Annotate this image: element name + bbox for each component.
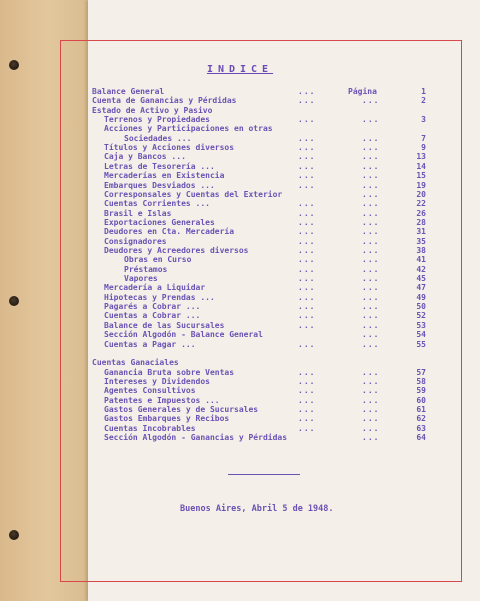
page-number: 20: [416, 189, 426, 199]
entry-label: Consignadores: [104, 236, 167, 246]
leader-dots: ...: [298, 302, 316, 312]
leader-dots: ...: [362, 367, 380, 377]
page-number: 59: [416, 386, 426, 396]
leader-dots: ...: [298, 208, 316, 218]
index-entry: [0, 414, 480, 423]
index-entry: [0, 227, 480, 236]
leader-dots: ...: [298, 423, 316, 433]
leader-dots: ...: [362, 115, 380, 124]
leader-dots: ...: [362, 414, 380, 424]
leader-dots: ...: [298, 133, 316, 143]
leader-dots: ...: [298, 376, 316, 386]
leader-dots: ...: [362, 189, 380, 199]
page-number: 61: [416, 404, 426, 414]
entry-label: Exportaciones Generales: [104, 217, 215, 227]
index-entry: [0, 330, 480, 339]
entry-label: Títulos y Acciones diversos: [104, 143, 235, 153]
entry-label: Hipotecas y Prendas ...: [104, 292, 215, 302]
leader-dots: ...: [298, 311, 316, 321]
leader-dots: ...: [298, 245, 316, 255]
leader-dots: ...: [362, 217, 380, 227]
entry-label: Sección Algodón - Ganancias y Pérdidas: [104, 433, 288, 442]
index-entry: [0, 199, 480, 208]
entry-label: Caja y Bancos ...: [104, 152, 186, 162]
entry-label: Cuentas Incobrables: [104, 423, 196, 433]
entry-label: Balance de las Sucursales: [104, 320, 225, 330]
entry-label: Deudores en Cta. Mercadería: [104, 227, 235, 237]
leader-dots: ...: [362, 404, 380, 414]
entry-label: Intereses y Dividendos: [104, 376, 210, 386]
page-number: 28: [416, 217, 426, 227]
leader-dots: ...: [298, 143, 316, 153]
page-number: 47: [416, 283, 426, 293]
index-entry: [0, 396, 480, 405]
leader-dots: ...: [298, 320, 316, 330]
page-number: 63: [416, 423, 426, 433]
entry-label: Gastos Embarques y Recibos: [104, 414, 230, 424]
leader-dots: ...: [298, 115, 316, 124]
leader-dots: ...: [362, 96, 380, 106]
entry-label: Acciones y Participaciones en otras: [104, 124, 273, 134]
page-number: 14: [416, 161, 426, 171]
page-number: 57: [416, 367, 426, 377]
leader-dots: ...: [298, 339, 316, 349]
entry-label: Ganancia Bruta sobre Ventas: [104, 367, 235, 377]
leader-dots: ...: [362, 143, 380, 153]
page-number: 31: [416, 227, 426, 237]
page-number: 26: [416, 208, 426, 218]
page-number: 22: [416, 199, 426, 209]
index-entry: [0, 124, 480, 133]
leader-dots: ...: [362, 133, 380, 143]
entry-label: Gastos Generales y de Sucursales: [104, 404, 259, 414]
leader-dots: ...: [362, 339, 380, 349]
entry-label: Estado de Activo y Pasivo: [92, 105, 213, 115]
entry-label: Préstamos: [124, 264, 168, 274]
index-entry: [0, 424, 480, 433]
index-entry: [0, 274, 480, 283]
index-entry: [0, 246, 480, 255]
leader-dots: ...: [298, 96, 316, 106]
index-entry: [0, 115, 480, 124]
index-entry: [0, 433, 480, 442]
entry-label: Balance General: [92, 87, 165, 96]
leader-dots: ...: [362, 320, 380, 330]
leader-dots: ...: [298, 367, 316, 377]
index-entry: [0, 368, 480, 377]
leader-dots: ...: [362, 292, 380, 302]
leader-dots: ...: [362, 180, 380, 190]
index-entry: [0, 265, 480, 274]
page-number: 53: [416, 320, 426, 330]
index-entry: [0, 311, 480, 320]
index-entry: [0, 293, 480, 302]
index-entry: [0, 377, 480, 386]
entry-label: Cuentas a Cobrar ...: [104, 311, 201, 321]
leader-dots: ...: [362, 236, 380, 246]
entry-label: Obras en Curso: [124, 255, 192, 265]
entry-label: Patentes e Impuestos ...: [104, 395, 220, 405]
leader-dots: ...: [298, 87, 316, 96]
leader-dots: ...: [362, 423, 380, 433]
leader-dots: ...: [362, 199, 380, 209]
leader-dots: ...: [298, 227, 316, 237]
leader-dots: ...: [362, 395, 380, 405]
page-number: 7: [421, 133, 426, 143]
leader-dots: ...: [362, 152, 380, 162]
date-line: Buenos Aires, Abril 5 de 1948.: [180, 504, 334, 514]
leader-dots: ...: [298, 395, 316, 405]
page-number: 19: [416, 180, 426, 190]
leader-dots: ...: [298, 255, 316, 265]
index-entry: [0, 283, 480, 292]
index-title: INDICE: [206, 64, 274, 75]
index-entry: [0, 321, 480, 330]
entry-label: Agentes Consultivos: [104, 386, 196, 396]
index-entry: [0, 209, 480, 218]
leader-dots: ...: [362, 245, 380, 255]
leader-dots: ...: [298, 414, 316, 424]
entry-label: Sección Algodón - Balance General: [104, 330, 263, 340]
index-entry: [0, 96, 480, 105]
index-entry: [0, 143, 480, 152]
leader-dots: ...: [362, 274, 380, 283]
page-number: 42: [416, 264, 426, 274]
leader-dots: ...: [298, 292, 316, 302]
index-entry: [0, 358, 480, 367]
leader-dots: ...: [298, 386, 316, 396]
index-entry: [0, 162, 480, 171]
leader-dots: ...: [298, 171, 316, 181]
leader-dots: ...: [298, 264, 316, 274]
page-number: 13: [416, 152, 426, 162]
index-entry: [0, 237, 480, 246]
entry-label: Mercaderías en Existencia: [104, 171, 225, 181]
leader-dots: ...: [362, 161, 380, 171]
page-number: 38: [416, 245, 426, 255]
index-entry: [0, 405, 480, 414]
leader-dots: ...: [362, 376, 380, 386]
index-entry: [0, 134, 480, 143]
index-entry: [0, 87, 480, 96]
leader-dots: ...: [362, 255, 380, 265]
leader-dots: ...: [362, 283, 380, 293]
page-number: 54: [416, 330, 426, 340]
leader-dots: ...: [362, 264, 380, 274]
page-number: 9: [421, 143, 426, 153]
index-entry: [0, 340, 480, 349]
entry-label: Brasil e Islas: [104, 208, 172, 218]
entry-label: Cuentas a Pagar ...: [104, 339, 196, 349]
leader-dots: ...: [362, 386, 380, 396]
page-number: 64: [416, 433, 426, 442]
leader-dots: ...: [362, 208, 380, 218]
leader-dots: ...: [362, 171, 380, 181]
page-number: 1: [421, 87, 426, 96]
entry-label: Deudores y Acreedores diversos: [104, 245, 249, 255]
leader-dots: ...: [298, 404, 316, 414]
entry-label: Corresponsales y Cuentas del Exterior: [104, 189, 283, 199]
leader-dots: ...: [298, 161, 316, 171]
page-number: 55: [416, 339, 426, 349]
page-number: 45: [416, 274, 426, 283]
leader-dots: ...: [298, 236, 316, 246]
entry-label: Embarques Desviados ...: [104, 180, 215, 190]
index-entry: [0, 171, 480, 180]
index-entry: [0, 386, 480, 395]
entry-label: Cuentas Ganaciales: [92, 358, 179, 368]
page-number: 35: [416, 236, 426, 246]
entry-label: Terrenos y Propiedades: [104, 115, 210, 124]
leader-dots: ...: [362, 330, 380, 340]
entry-label: Sociedades ...: [124, 133, 192, 143]
page-column-header: Página: [348, 87, 377, 96]
page-number: 58: [416, 376, 426, 386]
index-entry: [0, 190, 480, 199]
leader-dots: ...: [298, 217, 316, 227]
entry-label: Letras de Tesorería ...: [104, 161, 215, 171]
index-entry: [0, 302, 480, 311]
entry-label: Vapores: [124, 274, 158, 283]
entry-label: Cuenta de Ganancias y Pérdidas: [92, 96, 237, 106]
page-number: 2: [421, 96, 426, 106]
page-number: 15: [416, 171, 426, 181]
index-entry: [0, 181, 480, 190]
page-number: 62: [416, 414, 426, 424]
entry-label: Cuentas Corrientes ...: [104, 199, 210, 209]
leader-dots: ...: [298, 199, 316, 209]
page-number: 60: [416, 395, 426, 405]
leader-dots: ...: [298, 152, 316, 162]
page-number: 41: [416, 255, 426, 265]
leader-dots: ...: [362, 227, 380, 237]
entry-label: Mercadería a Liquidar: [104, 283, 206, 293]
index-entry: [0, 218, 480, 227]
leader-dots: ...: [298, 180, 316, 190]
index-entry: [0, 255, 480, 264]
separator-rule: [228, 474, 300, 475]
leader-dots: ...: [362, 302, 380, 312]
index-entry: [0, 106, 480, 115]
leader-dots: ...: [298, 274, 316, 283]
page-number: 52: [416, 311, 426, 321]
entry-label: Pagarés a Cobrar ...: [104, 302, 201, 312]
leader-dots: ...: [362, 311, 380, 321]
page-number: 49: [416, 292, 426, 302]
leader-dots: ...: [362, 433, 380, 442]
page-number: 50: [416, 302, 426, 312]
index-entry: [0, 152, 480, 161]
page-number: 3: [421, 115, 426, 124]
leader-dots: ...: [298, 283, 316, 293]
